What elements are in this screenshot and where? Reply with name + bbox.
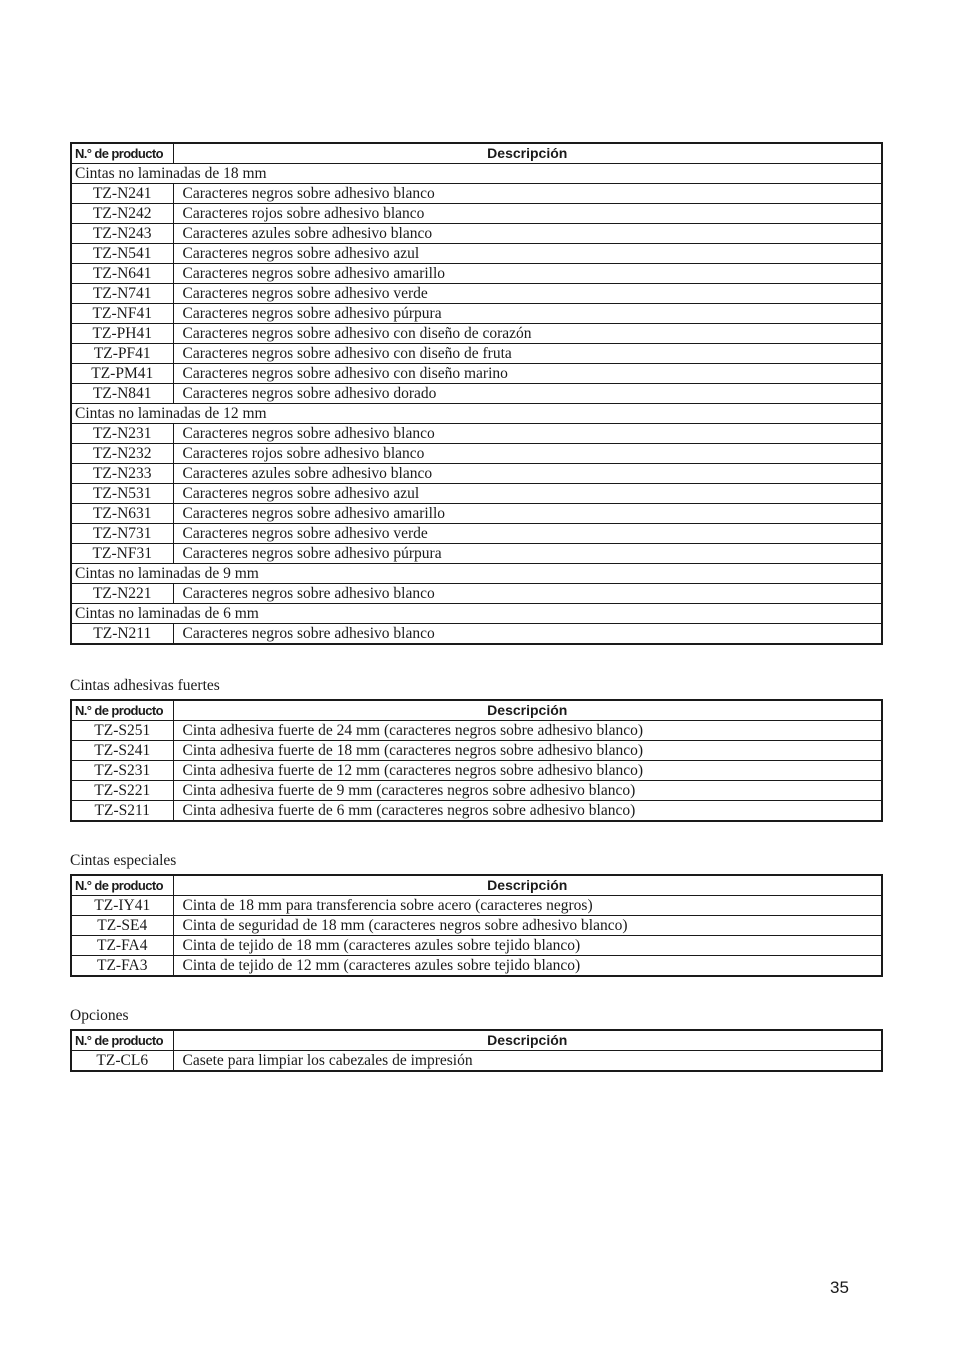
table-row (71, 801, 882, 822)
product-description: Cinta de 18 mm para transferencia sobre acero (caracteres negros) (173, 896, 882, 916)
product-description: Caracteres azules sobre adhesivo blanco (173, 464, 882, 484)
table-row (71, 916, 882, 936)
product-description: Cinta adhesiva fuerte de 18 mm (caracteres negros sobre adhesivo blanco) (173, 741, 882, 761)
product-description: Cinta adhesiva fuerte de 6 mm (caracteres negros sobre adhesivo blanco) (173, 801, 882, 822)
header-row (71, 875, 882, 896)
product-code: TZ-N741 (71, 284, 173, 304)
product-description: Caracteres negros sobre adhesivo púrpura (173, 544, 882, 564)
product-description: Caracteres negros sobre adhesivo blanco (173, 184, 882, 204)
product-code: TZ-N211 (71, 624, 173, 645)
table-row (71, 444, 882, 464)
header-product-number: N.° de producto (71, 700, 173, 721)
table-row (71, 936, 882, 956)
product-description: Caracteres negros sobre adhesivo dorado (173, 384, 882, 404)
tape-table-special (70, 874, 883, 977)
product-code: TZ-N541 (71, 244, 173, 264)
table-row (71, 956, 882, 977)
header-description: Descripción (173, 875, 882, 896)
group-row (71, 564, 882, 584)
product-description: Cinta de tejido de 12 mm (caracteres azules sobre tejido blanco) (173, 956, 882, 977)
group-label: Cintas no laminadas de 9 mm (71, 564, 882, 584)
table-row (71, 204, 882, 224)
table-row (71, 244, 882, 264)
product-description: Caracteres negros sobre adhesivo azul (173, 244, 882, 264)
product-code: TZ-N242 (71, 204, 173, 224)
table-row (71, 781, 882, 801)
table-row (71, 364, 882, 384)
product-code: TZ-NF41 (71, 304, 173, 324)
product-description: Cinta adhesiva fuerte de 24 mm (caracteres negros sobre adhesivo blanco) (173, 721, 882, 741)
product-description: Casete para limpiar los cabezales de impresión (173, 1051, 882, 1072)
product-code: TZ-N241 (71, 184, 173, 204)
product-code: TZ-S211 (71, 801, 173, 822)
group-row (71, 164, 882, 184)
product-code: TZ-PH41 (71, 324, 173, 344)
product-code: TZ-PM41 (71, 364, 173, 384)
product-code: TZ-PF41 (71, 344, 173, 364)
table-row (71, 524, 882, 544)
table-row (71, 484, 882, 504)
table-row (71, 304, 882, 324)
product-code: TZ-N731 (71, 524, 173, 544)
product-description: Caracteres negros sobre adhesivo blanco (173, 584, 882, 604)
product-description: Cinta de seguridad de 18 mm (caracteres negros sobre adhesivo blanco) (173, 916, 882, 936)
header-description: Descripción (173, 143, 882, 164)
product-description: Caracteres negros sobre adhesivo amarillo (173, 504, 882, 524)
table-row (71, 896, 882, 916)
product-code: TZ-N631 (71, 504, 173, 524)
product-description: Caracteres negros sobre adhesivo púrpura (173, 304, 882, 324)
table-row (71, 1051, 882, 1072)
table-row (71, 184, 882, 204)
table-row (71, 264, 882, 284)
section-title-options: Opciones (70, 1007, 129, 1024)
table-row (71, 544, 882, 564)
table-row (71, 504, 882, 524)
header-description: Descripción (173, 1030, 882, 1051)
product-description: Caracteres negros sobre adhesivo verde (173, 524, 882, 544)
header-row (71, 1030, 882, 1051)
table-row (71, 324, 882, 344)
page-number: 35 (830, 1278, 849, 1297)
product-description: Caracteres negros sobre adhesivo con diseño de corazón (173, 324, 882, 344)
table-row (71, 424, 882, 444)
table-row (71, 284, 882, 304)
table-row (71, 384, 882, 404)
table-row (71, 741, 882, 761)
table-row (71, 721, 882, 741)
header-row (71, 143, 882, 164)
product-code: TZ-CL6 (71, 1051, 173, 1072)
product-description: Caracteres rojos sobre adhesivo blanco (173, 444, 882, 464)
tape-table-options (70, 1029, 883, 1072)
product-description: Cinta de tejido de 18 mm (caracteres azules sobre tejido blanco) (173, 936, 882, 956)
header-description: Descripción (173, 700, 882, 721)
header-product-number: N.° de producto (71, 143, 173, 164)
table-row (71, 624, 882, 645)
product-description: Caracteres negros sobre adhesivo amarillo (173, 264, 882, 284)
product-description: Caracteres negros sobre adhesivo blanco (173, 624, 882, 645)
header-row (71, 700, 882, 721)
product-code: TZ-IY41 (71, 896, 173, 916)
product-code: TZ-S221 (71, 781, 173, 801)
product-code: TZ-S231 (71, 761, 173, 781)
product-code: TZ-S251 (71, 721, 173, 741)
section-title-strong-adhesive: Cintas adhesivas fuertes (70, 677, 220, 694)
product-code: TZ-FA3 (71, 956, 173, 977)
tape-table-strong-adhesive (70, 699, 883, 822)
product-description: Caracteres negros sobre adhesivo con diseño marino (173, 364, 882, 384)
table-row (71, 464, 882, 484)
group-label: Cintas no laminadas de 18 mm (71, 164, 882, 184)
group-label: Cintas no laminadas de 6 mm (71, 604, 882, 624)
table-row (71, 344, 882, 364)
group-row (71, 604, 882, 624)
header-product-number: N.° de producto (71, 875, 173, 896)
product-description: Caracteres negros sobre adhesivo blanco (173, 424, 882, 444)
table-row (71, 584, 882, 604)
product-code: TZ-N231 (71, 424, 173, 444)
product-description: Caracteres negros sobre adhesivo azul (173, 484, 882, 504)
product-code: TZ-NF31 (71, 544, 173, 564)
table-row (71, 761, 882, 781)
product-code: TZ-N841 (71, 384, 173, 404)
product-code: TZ-N233 (71, 464, 173, 484)
group-label: Cintas no laminadas de 12 mm (71, 404, 882, 424)
group-row (71, 404, 882, 424)
product-code: TZ-S241 (71, 741, 173, 761)
product-description: Cinta adhesiva fuerte de 9 mm (caracteres negros sobre adhesivo blanco) (173, 781, 882, 801)
product-code: TZ-SE4 (71, 916, 173, 936)
product-code: TZ-N243 (71, 224, 173, 244)
product-description: Caracteres azules sobre adhesivo blanco (173, 224, 882, 244)
product-description: Caracteres negros sobre adhesivo verde (173, 284, 882, 304)
product-code: TZ-N221 (71, 584, 173, 604)
header-product-number: N.° de producto (71, 1030, 173, 1051)
product-description: Caracteres negros sobre adhesivo con diseño de fruta (173, 344, 882, 364)
product-code: TZ-N531 (71, 484, 173, 504)
section-title-special: Cintas especiales (70, 852, 177, 869)
product-description: Caracteres rojos sobre adhesivo blanco (173, 204, 882, 224)
product-description: Cinta adhesiva fuerte de 12 mm (caracteres negros sobre adhesivo blanco) (173, 761, 882, 781)
product-code: TZ-N232 (71, 444, 173, 464)
product-code: TZ-FA4 (71, 936, 173, 956)
tape-table-non-laminated (70, 142, 883, 645)
table-row (71, 224, 882, 244)
product-code: TZ-N641 (71, 264, 173, 284)
